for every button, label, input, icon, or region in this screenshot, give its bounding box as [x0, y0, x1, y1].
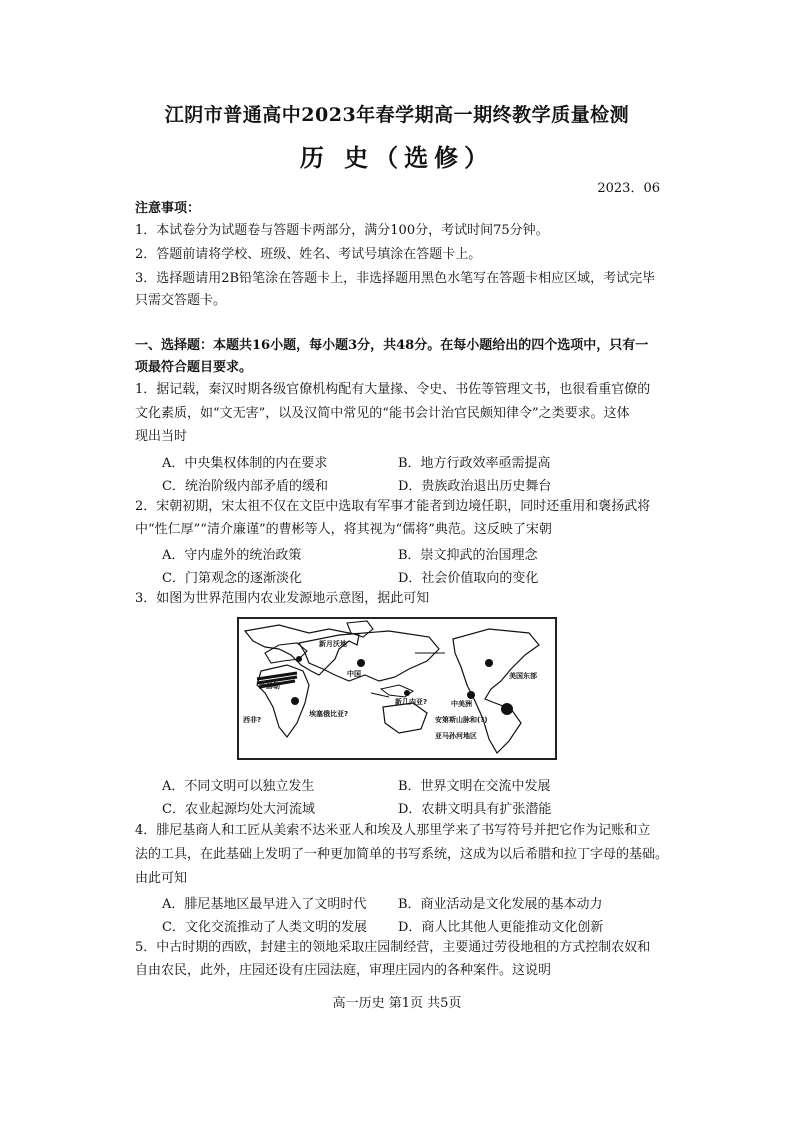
question-3-option-d[interactable]: D．农耕文明具有扩张潜能 [398, 802, 552, 817]
origin-fertile-crescent [296, 656, 302, 662]
label-new-guinea: 新几内亚? [395, 698, 428, 706]
question-1-option-d[interactable]: D．贵族政治退出历史舞台 [398, 479, 552, 494]
question-1-text: 现出当时 [135, 429, 188, 444]
exam-title: 江阴市普通高中2023年春学期高一期终教学质量检测 [164, 104, 630, 126]
world-map-svg [239, 619, 555, 758]
question-3-option-b[interactable]: B．世界文明在交流中发展 [398, 779, 551, 794]
label-china: 中国 [347, 670, 361, 678]
section-intro: 项最符合题目要求。 [135, 360, 253, 375]
origin-ethiopia [291, 697, 299, 705]
question-2-option-a[interactable]: A．守内虚外的统治政策 [162, 548, 302, 563]
question-4-text: 由此可知 [135, 871, 188, 886]
question-3-text: 3．如图为世界范围内农业发源地示意图，据此可知 [135, 591, 430, 606]
question-2-option-c[interactable]: C．门第观念的逐渐淡化 [162, 571, 302, 586]
question-1-option-a[interactable]: A．中央集权体制的内在要求 [162, 456, 328, 471]
label-eastern-us: 美国东部 [509, 672, 537, 680]
question-2-text: 中“性仁厚”“清介廉谨”的曹彬等人，将其视为“儒将”典范。这反映了宋朝 [135, 522, 552, 537]
question-4-option-c[interactable]: C．文化交流推动了人类文明的发展 [162, 920, 367, 935]
origin-mesoamerica [467, 691, 475, 699]
question-2-option-d[interactable]: D．社会价值取向的变化 [398, 571, 539, 586]
question-3-option-a[interactable]: A．不同文明可以独立发生 [162, 779, 315, 794]
australia-outline [383, 703, 427, 733]
question-5-text: 5．中古时期的西欧，封建主的领地采取庄园制经营，主要通过劳役地租的方式控制农奴和 [135, 940, 651, 955]
notes-heading: 注意事项： [135, 201, 201, 216]
section-intro: 一、选择题：本题共16小题，每小题3分，共48分。在每小题给出的四个选项中，只有一 [135, 338, 649, 353]
label-mesoamerica: 中美洲 [451, 700, 472, 708]
question-4-text: 4．腓尼基商人和工匠从美索不达米亚人和埃及人那里学来了书写符号并把它作为记账和立 [135, 823, 651, 838]
question-2-option-b[interactable]: B．崇文抑武的治国理念 [398, 548, 538, 563]
origin-new-guinea [404, 690, 410, 696]
question-4-option-d[interactable]: D．商人比其他人更能推动文化创新 [398, 920, 604, 935]
exam-date: 2023．06 [597, 181, 660, 196]
question-1-option-c[interactable]: C．统治阶级内部矛盾的缓和 [162, 479, 328, 494]
notes-item: 2．答题前请将学校、班级、姓名、考试号填涂在答题卡上。 [135, 247, 482, 262]
label-west-africa: 西非? [243, 716, 262, 724]
question-4-option-a[interactable]: A．腓尼基地区最早进入了文明时代 [162, 897, 367, 912]
notes-item: 1．本试卷分为试题卷与答题卡两部分，满分100分，考试时间75分钟。 [135, 223, 549, 238]
origin-eastern-us [485, 659, 493, 667]
question-5-text: 自由农民，此外，庄园还设有庄园法庭，审理庄园内的各种案件。这说明 [135, 963, 552, 978]
world-agriculture-map [237, 617, 557, 760]
label-ethiopia: 埃塞俄比亚? [309, 710, 349, 718]
question-2-text: 2．宋朝初期，宋太祖不仅在文臣中选取有军事才能者到边境任职，同时还重用和褒扬武将 [135, 499, 651, 514]
notes-item: 3．选择题请用2B铅笔涂在答题卡上，非选择题用黑色水笔写在答题卡相应区域，考试完毕 [135, 271, 656, 286]
question-4-option-b[interactable]: B．商业活动是文化发展的基本动力 [398, 897, 603, 912]
north-america-outline [245, 625, 359, 675]
origin-andes-amazon [501, 703, 513, 715]
label-sahel: 萨赫勒 [259, 682, 280, 690]
page-footer: 高一历史 第1页 共5页 [332, 996, 462, 1011]
question-1-text: 1．据记载，秦汉时期各级官僚机构配有大量掾、令史、书佐等管理文书，也很看重官僚的 [135, 382, 651, 397]
question-3-option-c[interactable]: C．农业起源均处大河流域 [162, 802, 315, 817]
label-fertile-crescent: 新月沃地 [319, 640, 347, 648]
question-1-text: 文化素质，如“文无害”，以及汉简中常见的“能书会计治官民颇知律令”之类要求。这体 [135, 406, 630, 421]
subject-title: 历 史（选修） [299, 143, 495, 172]
question-4-text: 法的工具，在此基础上发明了一种更加简单的书写系统，这成为以后希腊和拉丁字母的基础。 [135, 847, 669, 862]
label-amazon: 亚马孙河地区 [435, 732, 477, 740]
question-1-option-b[interactable]: B．地方行政效率亟需提高 [398, 456, 551, 471]
notes-item: 只需交答题卡。 [135, 293, 227, 308]
origin-china [357, 659, 365, 667]
label-andes: 安第斯山脉和(?) [435, 716, 488, 724]
